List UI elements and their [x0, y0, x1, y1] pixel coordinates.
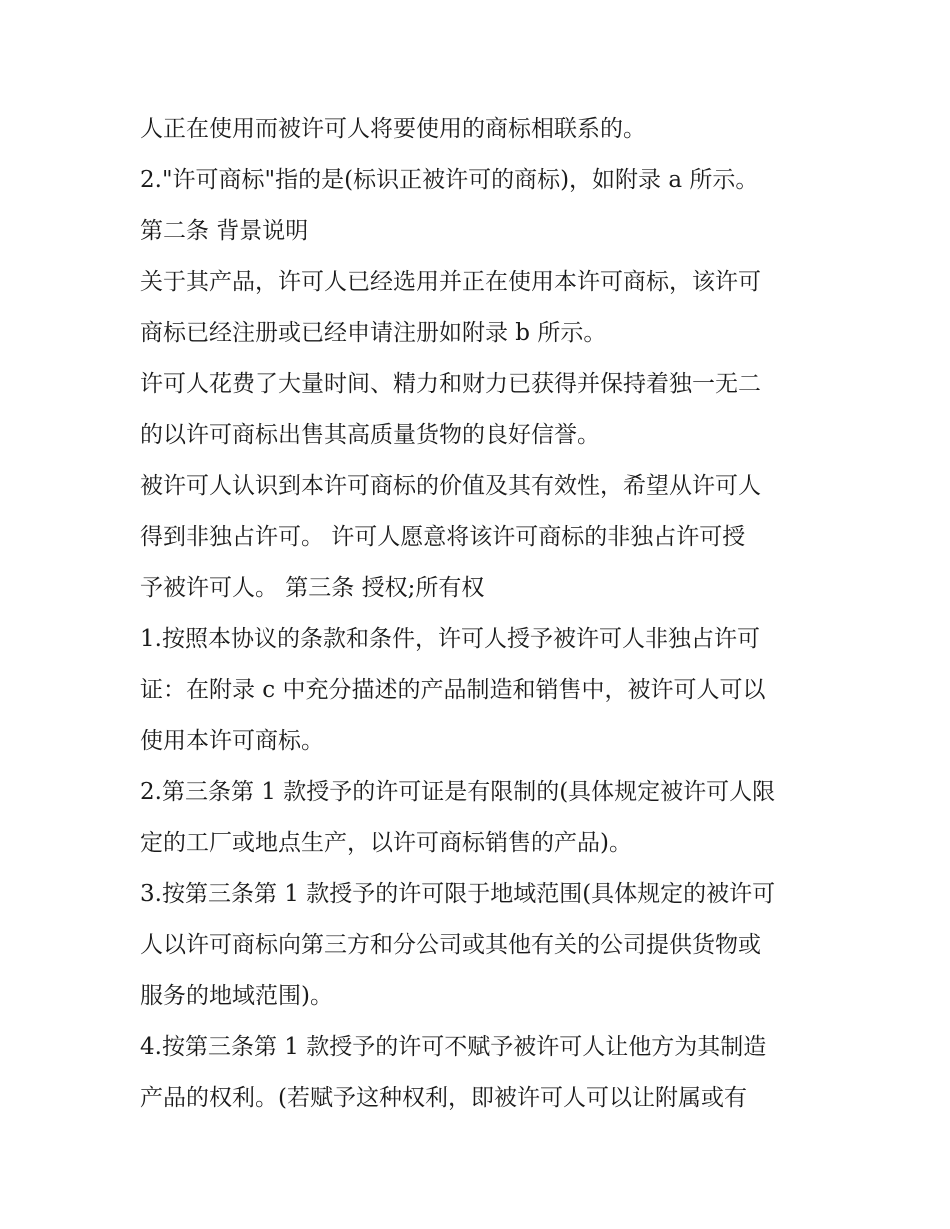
text-line: 2.第三条第 1 款授予的许可证是有限制的(具体规定被许可人限	[140, 779, 776, 805]
text-line: 许可人花费了大量时间、精力和财力已获得并保持着独一无二	[140, 371, 761, 397]
text-line: 定的工厂或地点生产，以许可商标销售的产品)。	[140, 830, 632, 856]
text-line: 人以许可商标向第三方和分公司或其他有关的公司提供货物或	[140, 932, 761, 958]
text-line: 证：在附录 c 中充分描述的产品制造和销售中，被许可人可以	[140, 677, 766, 703]
text-line: 商标已经注册或已经申请注册如附录 b 所示。	[140, 320, 607, 346]
text-line: 1.按照本协议的条款和条件，许可人授予被许可人非独占许可	[140, 626, 760, 652]
text-line: 的以许可商标出售其高质量货物的良好信誉。	[140, 422, 600, 448]
text-line: 3.按第三条第 1 款授予的许可限于地域范围(具体规定的被许可	[140, 881, 776, 907]
text-line: 4.按第三条第 1 款授予的许可不赋予被许可人让他方为其制造	[140, 1034, 767, 1060]
text-line: 使用本许可商标。	[140, 728, 324, 754]
text-line: 被许可人认识到本许可商标的价值及其有效性，希望从许可人	[140, 473, 761, 499]
text-line: 2."许可商标"指的是(标识正被许可的商标)，如附录 a 所示。	[140, 167, 759, 193]
text-line: 予被许可人。 第三条 授权;所有权	[140, 575, 485, 601]
text-line: 人正在使用而被许可人将要使用的商标相联系的。	[140, 116, 646, 142]
text-line: 得到非独占许可。 许可人愿意将该许可商标的非独占许可授	[140, 524, 746, 550]
section-heading: 第二条 背景说明	[140, 218, 309, 244]
document-body	[140, 104, 830, 1124]
text-line: 产品的权利。(若赋予这种权利，即被许可人可以让附属或有	[140, 1085, 747, 1111]
text-line: 关于其产品，许可人已经选用并正在使用本许可商标，该许可	[140, 269, 761, 295]
text-line: 服务的地域范围)。	[140, 983, 333, 1009]
